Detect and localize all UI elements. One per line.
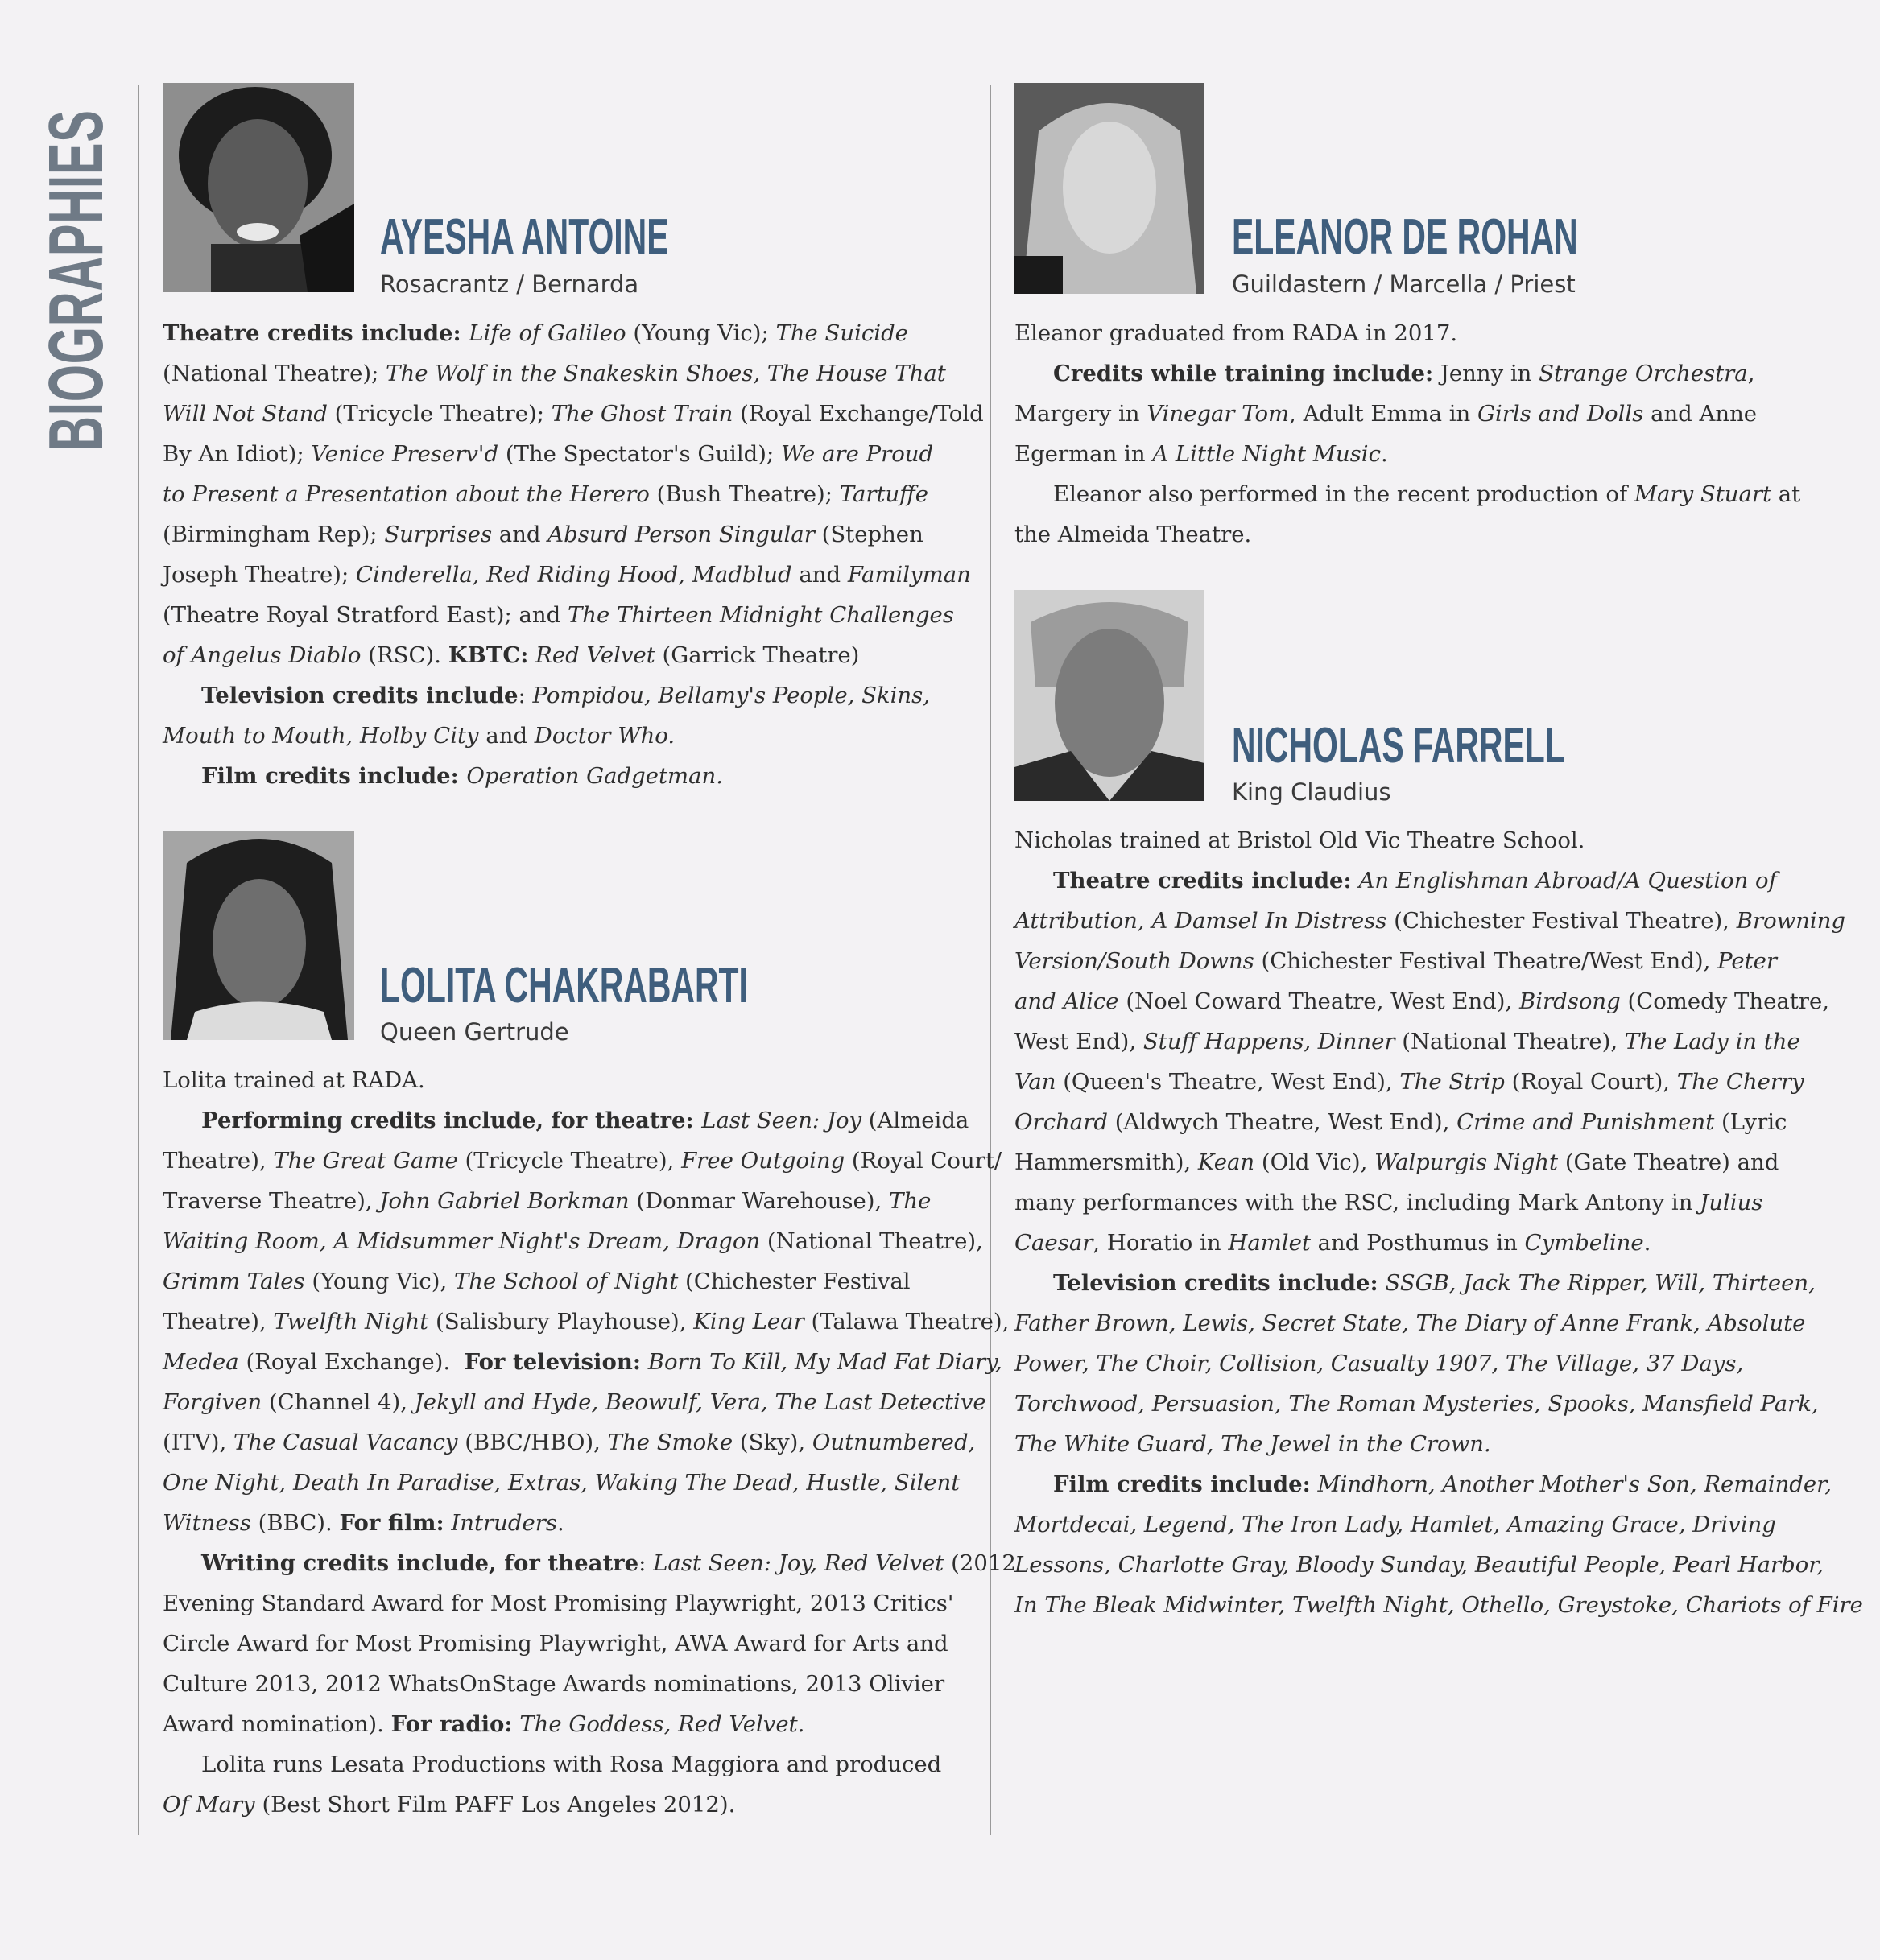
section-title: BIOGRAPHIES — [33, 109, 119, 451]
bio-ayesha-antoine: Theatre credits include: Life of Galileo (Young Vic); The Suicide (National Theatre); The Wolf in the Snakeskin Shoes, The House That Will Not Stand (Tricycle Theatre); The Ghost Train (Royal Exchange/Told By An Idiot); Venice Preserv'd (The Spectator's Guild); We are Proud to Present a Presentation about the Herero (Bush Theatre); Tartuffe (Birmingham Rep); Surprises and Absurd Person Singular (Stephen Joseph Theatre); Cinderella, Red Riding Hood, Madblud and Familyman (Theatre Royal Stratford East); and The Thirteen Midnight Challenges of Angelus Diablo (RSC). KBTC: Red Velvet (Garrick Theatre) Television credits include: Pompidou, Bellamy's People, Skins, Mouth to Mouth, Holby City and Doctor Who. Film credits include: Operation Gadgetman. — [163, 320, 984, 789]
headshot-photo-lolita-chakrabarti — [163, 831, 354, 1040]
person-name: ELEANOR DE ROHAN — [1232, 209, 1578, 265]
person-role: Queen Gertrude — [380, 1018, 569, 1046]
person-role: Rosacrantz / Bernarda — [380, 270, 639, 298]
person-role: King Claudius — [1232, 778, 1391, 806]
person-name: AYESHA ANTOINE — [380, 209, 669, 265]
headshot-photo-nicholas-farrell — [1014, 590, 1204, 801]
person-name: NICHOLAS FARRELL — [1232, 718, 1565, 774]
bio-eleanor-de-rohan: Eleanor graduated from RADA in 2017. Credits while training include: Jenny in Strange Orchestra, Margery in Vinegar Tom, Adult Emma in Girls and Dolls and Anne Egerman in A Little Night Music. Eleanor also performed in the recent production of Mary Stuart at the Almeida Theatre. — [1014, 320, 1801, 547]
bio-nicholas-farrell: Nicholas trained at Bristol Old Vic Theatre School. Theatre credits include: An Englishman Abroad/A Question of Attribution, A Damsel In Distress (Chichester Festival Theatre), Browning Version/South Downs (Chichester Festival Theatre/West End), Peter and Alice (Noel Coward Theatre, West End), Birdsong (Comedy Theatre, West End), Stuff Happens, Dinner (National Theatre), The Lady in the Van (Queen's Theatre, West End), The Strip (Royal Court), The Cherry Orchard (Aldwych Theatre, West End), Crime and Punishment (Lyric Hammersmith), Kean (Old Vic), Walpurgis Night (Gate Theatre) and many performances with the RSC, including Mark Antony in Julius Caesar, Horatio in Hamlet and Posthumus in Cymbeline. Television credits include: SSGB, Jack The Ripper, Will, Thirteen, Father Brown, Lewis, Secret State, The Diary of Anne Frank, Absolute Power, The Choir, Collision, Casualty 1907, The Village, 37 Days, Torchwood, Persuasion, The Roman Mysteries, Spooks, Mansfield Park, The White Guard, The Jewel in the Crown. Film credits include: Mindhorn, Another Mother's Son, Remainder, Mortdecai, Legend, The Iron Lady, Hamlet, Amazing Grace, Driving Lessons, Charlotte Gray, Bloody Sunday, Beautiful People, Pearl Harbor, In The Bleak Midwinter, Twelfth Night, Othello, Greystoke, Chariots of Fire — [1014, 827, 1863, 1618]
column-divider-left — [138, 85, 139, 1835]
person-role: Guildastern / Marcella / Priest — [1232, 270, 1576, 298]
bio-lolita-chakrabarti: Lolita trained at RADA. Performing credits include, for theatre: Last Seen: Joy (Almeida Theatre), The Great Game (Tricycle Theatre), Free Outgoing (Royal Court/ Traverse Theatre), John Gabriel Borkman (Donmar Warehouse), The Waiting Room, A Midsummer Night's Dream, Dragon (National Theatre), Grimm Tales (Young Vic), The School of Night (Chichester Festival Theatre), Twelfth Night (Salisbury Playhouse), King Lear (Talawa Theatre), Medea (Royal Exchange). For television: Born To Kill, My Mad Fat Diary, Forgiven (Channel 4), Jekyll and Hyde, Beowulf, Vera, The Last Detective (ITV), The Casual Vacancy (BBC/HBO), The Smoke (Sky), Outnumbered, One Night, Death In Paradise, Extras, Waking The Dead, Hustle, Silent Witness (BBC). For film: Intruders. Writing credits include, for theatre: Last Seen: Joy, Red Velvet (2012 Evening Standard Award for Most Promising Playwright, 2013 Critics' Circle Award for Most Promising Playwright, AWA Award for Arts and Culture 2013, 2012 WhatsOnStage Awards nominations, 2013 Olivier Award nomination). For radio: The Goddess, Red Velvet. Lolita runs Lesata Productions with Rosa Maggiora and produced Of Mary (Best Short Film PAFF Los Angeles 2012). — [163, 1067, 1016, 1818]
headshot-photo-eleanor-de-rohan — [1014, 83, 1204, 294]
person-name: LOLITA CHAKRABARTI — [380, 958, 748, 1013]
headshot-photo-ayesha-antoine — [163, 83, 354, 292]
